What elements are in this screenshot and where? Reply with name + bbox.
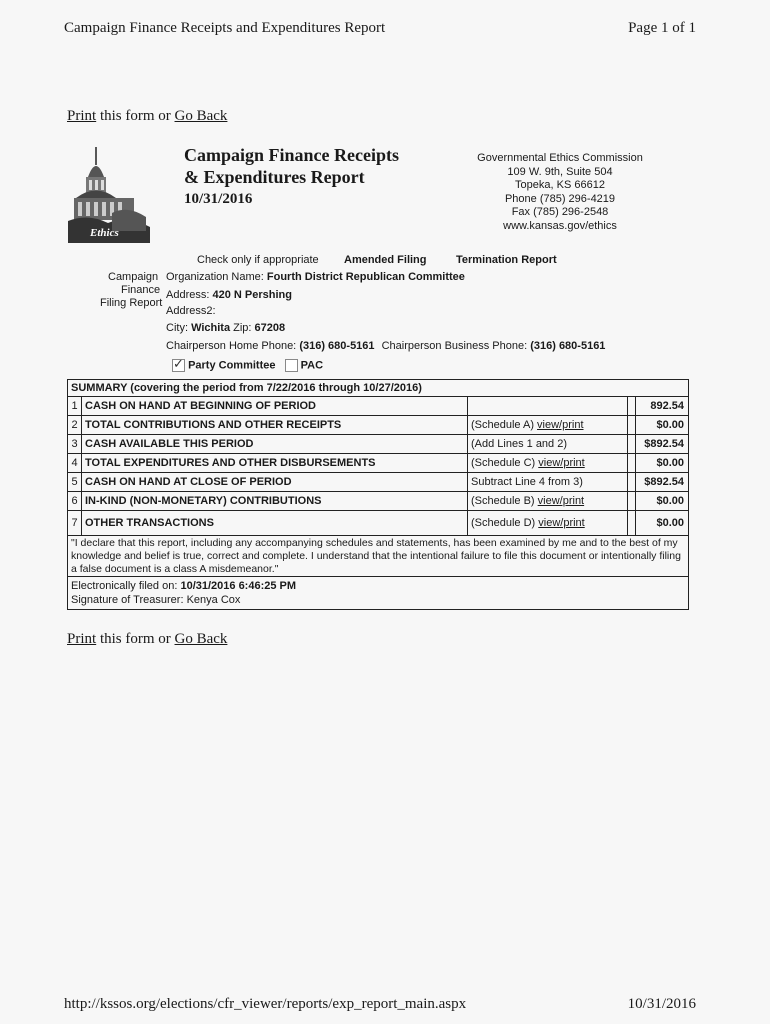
pac-checkbox[interactable] <box>285 359 298 372</box>
phones-field <box>166 340 605 352</box>
row-description: IN-KIND (NON-MONETARY) CONTRIBUTIONS <box>82 492 468 510</box>
filed-on-value: 10/31/2016 6:46:25 PM <box>180 580 297 592</box>
commission-fax: Fax (785) 296-2548 <box>511 206 609 218</box>
checkmark-icon: ✓ <box>173 356 184 371</box>
go-back-link[interactable]: Go Back <box>174 631 228 647</box>
organization-label: Organization Name: <box>166 271 264 283</box>
row-reference: (Add Lines 1 and 2) <box>468 435 628 453</box>
row-gap <box>628 492 636 510</box>
table-row <box>68 454 688 473</box>
row-number: 6 <box>68 492 82 510</box>
declaration-text: "I declare that this report, including any accompanying schedules and statements, has been examined by me and to the best of my knowledge and belief is true, correct and complete. I understand that the intentional failure to file this document or intentionally filing a false document is a class A misdemeanor." <box>68 535 688 577</box>
row-number: 1 <box>68 397 82 415</box>
row-amount: $0.00 <box>656 517 684 529</box>
row-amount: $0.00 <box>656 495 684 507</box>
schedule-c-label: (Schedule C) <box>471 457 539 469</box>
commission-city: Topeka, KS 66612 <box>515 179 605 191</box>
filing-info <box>71 580 296 607</box>
row-gap <box>628 511 636 535</box>
schedule-b-label: (Schedule B) <box>471 495 538 507</box>
row-gap <box>628 397 636 415</box>
row-number: 4 <box>68 454 82 472</box>
bottom-nav <box>67 631 227 648</box>
row-reference <box>468 397 628 415</box>
commission-web: www.kansas.gov/ethics <box>503 219 617 232</box>
row-amount: $0.00 <box>656 457 684 469</box>
address-field <box>166 289 292 301</box>
table-row <box>68 511 688 535</box>
row-amount: $892.54 <box>644 476 684 488</box>
report-title-line2: & Expenditures Report <box>184 167 365 187</box>
check-label: Check only if appropriate <box>197 254 319 266</box>
table-row <box>68 416 688 435</box>
report-title-line1: Campaign Finance Receipts <box>184 145 399 165</box>
row-reference <box>468 511 628 535</box>
print-header-title: Campaign Finance Receipts and Expenditures Report <box>64 20 386 36</box>
table-row <box>68 473 688 492</box>
nav-separator-text: this form or <box>96 108 175 124</box>
nav-separator-text: this form or <box>96 631 175 647</box>
table-row <box>68 397 688 416</box>
row-description: CASH ON HAND AT BEGINNING OF PERIOD <box>82 397 468 415</box>
schedule-c-view-print-link[interactable]: view/print <box>538 457 585 469</box>
schedule-d-view-print-link[interactable]: view/print <box>538 517 585 529</box>
print-link[interactable]: Print <box>67 108 97 124</box>
signature-label: Signature of Treasurer: <box>71 593 184 606</box>
row-gap <box>628 416 636 434</box>
commission-street: 109 W. 9th, Suite 504 <box>507 165 613 178</box>
home-phone-value: (316) 680-5161 <box>299 340 375 352</box>
print-footer-date: 10/31/2016 <box>627 996 696 1012</box>
organization-field <box>166 271 465 283</box>
row-reference: Subtract Line 4 from 3) <box>468 473 628 491</box>
top-nav <box>67 108 227 125</box>
summary-heading: SUMMARY (covering the period from 7/22/2016 through 10/27/2016) <box>68 380 688 397</box>
row-description: OTHER TRANSACTIONS <box>82 511 468 535</box>
report-date: 10/31/2016 <box>184 191 253 207</box>
schedule-a-view-print-link[interactable]: view/print <box>537 419 584 431</box>
row-reference <box>468 492 628 510</box>
address2-label: Address2: <box>166 305 216 317</box>
zip-label: Zip: <box>233 322 252 334</box>
side-label-finance: Finance <box>121 284 161 296</box>
party-committee-label: Party Committee <box>188 359 276 372</box>
print-header-page-number: Page 1 of 1 <box>628 20 696 36</box>
row-amount: $892.54 <box>644 438 684 450</box>
row-amount: $0.00 <box>656 419 684 431</box>
commission-name: Governmental Ethics Commission <box>477 152 643 164</box>
row-reference <box>468 454 628 472</box>
termination-report-option[interactable]: Termination Report <box>456 254 557 266</box>
row-reference <box>468 416 628 434</box>
city-zip-field <box>166 322 285 334</box>
ethics-logo <box>68 143 150 243</box>
row-description: TOTAL CONTRIBUTIONS AND OTHER RECEIPTS <box>82 416 468 434</box>
schedule-d-label: (Schedule D) <box>471 517 539 529</box>
pac-label: PAC <box>300 359 324 372</box>
commission-info <box>470 152 650 233</box>
row-gap <box>628 473 636 491</box>
row-number: 7 <box>68 511 82 535</box>
row-description: TOTAL EXPENDITURES AND OTHER DISBURSEMENTS <box>82 454 468 472</box>
address-value: 420 N Pershing <box>212 289 292 301</box>
business-phone-label: Chairperson Business Phone: <box>381 340 528 352</box>
home-phone-label: Chairperson Home Phone: <box>166 340 297 352</box>
table-row <box>68 435 688 454</box>
row-number: 3 <box>68 435 82 453</box>
summary-table <box>67 379 689 610</box>
signature-value: Kenya Cox <box>186 593 241 606</box>
row-number: 2 <box>68 416 82 434</box>
zip-value: 67208 <box>254 322 286 334</box>
table-row <box>68 492 688 511</box>
side-label-campaign: Campaign <box>108 271 159 283</box>
amended-filing-option[interactable]: Amended Filing <box>344 254 427 266</box>
row-amount: 892.54 <box>650 400 684 412</box>
row-number: 5 <box>68 473 82 491</box>
print-link[interactable]: Print <box>67 631 97 647</box>
go-back-link[interactable]: Go Back <box>174 108 228 124</box>
report-title-block <box>184 144 399 210</box>
schedule-b-view-print-link[interactable]: view/print <box>537 495 585 507</box>
row-gap <box>628 454 636 472</box>
committee-type-field <box>172 356 324 372</box>
filed-on-label: Electronically filed on: <box>71 580 178 592</box>
city-value: Wichita <box>191 322 231 334</box>
logo-text: Ethics <box>90 227 119 239</box>
party-committee-checkbox[interactable] <box>172 356 185 372</box>
row-description: CASH ON HAND AT CLOSE OF PERIOD <box>82 473 468 491</box>
side-label-filing-report: Filing Report <box>100 297 163 309</box>
schedule-a-label: (Schedule A) <box>471 419 538 431</box>
business-phone-value: (316) 680-5161 <box>530 340 606 352</box>
row-gap <box>628 435 636 453</box>
commission-phone: Phone (785) 296-4219 <box>504 192 616 205</box>
row-description: CASH AVAILABLE THIS PERIOD <box>82 435 468 453</box>
print-footer-url: http://kssos.org/elections/cfr_viewer/reports/exp_report_main.aspx <box>64 996 467 1012</box>
address-label: Address: <box>166 289 210 301</box>
organization-value: Fourth District Republican Committee <box>266 271 465 283</box>
city-label: City: <box>166 322 188 334</box>
